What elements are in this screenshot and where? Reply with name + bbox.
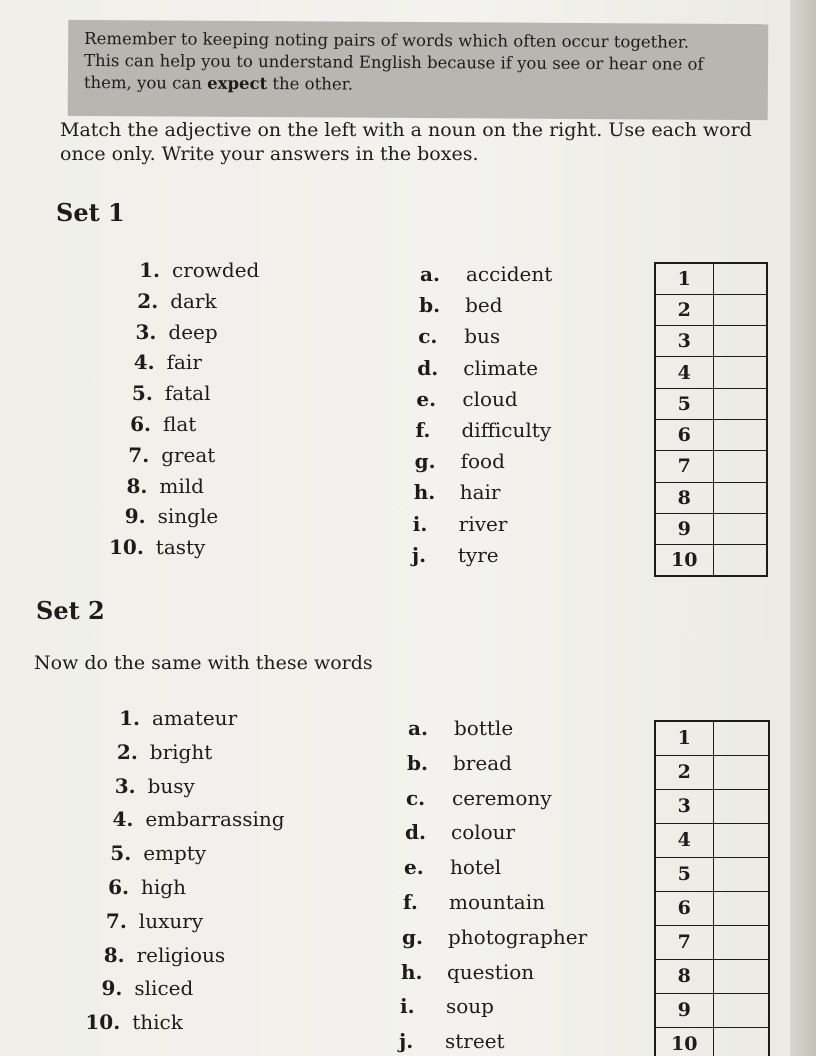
set1-noun-item [418,324,500,348]
answer-box[interactable] [713,959,769,993]
page-edge [790,0,816,1056]
item-letter: a. [420,262,440,286]
instructions-line-2: once only. Write your answers in the boxes. [60,143,479,165]
noun-word: bed [465,293,503,318]
set1-adjective-item [104,504,219,528]
set2-noun-item [404,855,501,879]
answer-row [655,857,769,891]
answer-number: 10 [655,545,713,576]
item-number: 9. [101,976,123,1001]
adjective-word: amateur [152,706,238,730]
set1-noun-item [412,543,499,567]
set2-adjective-item [81,943,226,967]
answer-row [655,513,767,544]
answer-number: 6 [655,419,713,450]
item-number: 1. [119,706,140,730]
item-letter: j. [411,542,427,567]
item-number: 7. [128,442,150,467]
noun-word: question [447,959,535,984]
adjective-word: fair [166,350,202,375]
item-letter: b. [407,750,428,775]
answer-box[interactable] [713,263,767,294]
set1-noun-item [416,387,517,411]
set1-adjective-item [116,289,216,313]
noun-word: cloud [462,386,518,411]
answer-row [655,959,769,993]
item-letter: b. [419,293,441,318]
answer-number: 8 [655,482,713,513]
adjective-word: single [157,504,219,529]
set2-noun-item [408,716,513,740]
noun-word: tyre [457,542,499,567]
answer-row [655,419,767,450]
noun-word: hair [459,480,501,505]
item-number: 3. [114,773,136,798]
item-number: 10. [109,535,144,560]
instructions [60,118,760,166]
noun-word: difficulty [461,418,552,442]
set1-noun-item [414,480,501,504]
answer-box[interactable] [713,388,767,419]
item-number: 2. [116,739,138,764]
answer-row [655,482,767,513]
set2-adjective-item [76,1010,183,1034]
item-letter: e. [404,855,424,880]
set1-noun-item [416,418,552,442]
item-letter: f. [403,890,418,914]
noun-word: mountain [449,890,546,914]
answer-number: 6 [655,891,713,925]
set2-noun-item [407,751,512,775]
answer-box[interactable] [713,545,767,576]
set1-answer-grid [654,262,768,577]
item-letter: f. [415,418,431,442]
item-number: 4. [112,807,134,832]
adjective-word: religious [136,942,226,967]
answer-box[interactable] [713,357,767,388]
answer-row [655,294,767,325]
noun-word: street [445,1029,505,1054]
set2-intro: Now do the same with these words [34,652,373,674]
tip-line-3-start: them, you can [83,72,208,93]
noun-word: soup [446,994,494,1019]
item-number: 8. [126,473,148,498]
set2-title: Set 2 [36,596,105,625]
set2-adjective-item [94,740,212,764]
item-letter: i. [400,994,415,1019]
item-letter: j. [399,1029,414,1054]
noun-word: bus [464,324,501,349]
tip-emphasis: expect [207,73,268,94]
answer-row [655,357,767,388]
answer-box[interactable] [713,451,767,482]
answer-box[interactable] [713,513,767,544]
answer-box[interactable] [713,891,769,925]
answer-box[interactable] [713,1027,769,1056]
adjective-word: busy [147,773,195,798]
answer-box[interactable] [713,294,767,325]
answer-number: 1 [655,263,713,294]
answer-number: 2 [655,294,713,325]
set1-noun-item [417,356,538,380]
set2-noun-item [401,960,534,984]
answer-box[interactable] [713,419,767,450]
answer-box[interactable] [713,789,769,823]
adjective-word: high [141,875,186,899]
tip-line-3 [84,72,752,98]
answer-number: 5 [655,857,713,891]
item-letter: i. [412,511,428,536]
set1-title: Set 1 [56,198,125,227]
set2-adjective-item [92,774,195,798]
adjective-word: tasty [155,535,206,560]
adjective-word: sliced [134,976,194,1001]
adjective-word: empty [143,841,207,866]
item-number: 10. [85,1010,121,1035]
item-letter: d. [417,355,439,380]
adjective-word: deep [168,319,218,344]
noun-word: hotel [450,855,502,880]
noun-word: ceremony [452,785,552,810]
set1-noun-item [413,512,508,536]
answer-number: 2 [655,755,713,789]
set2-adjective-item [78,976,193,1000]
item-letter: d. [405,820,426,845]
answer-box[interactable] [713,925,769,959]
answer-row [655,1027,769,1056]
item-number: 9. [124,504,146,529]
set1-adjective-item [118,258,259,282]
answer-box[interactable] [713,823,769,857]
noun-word: bottle [454,716,514,740]
set2-noun-item [405,820,515,844]
noun-word: colour [451,820,516,845]
item-letter: c. [406,785,426,810]
set2-adjective-item [85,875,186,899]
answer-number: 9 [655,993,713,1027]
set2-adjective-item [87,841,206,865]
set1-adjective-item [111,381,211,405]
answer-row [655,891,769,925]
answer-row [655,993,769,1027]
item-letter: g. [402,924,423,949]
noun-word: bread [453,750,512,775]
answer-row [655,789,769,823]
answer-box[interactable] [713,993,769,1027]
adjective-word: fatal [164,381,211,406]
item-letter: h. [413,480,436,505]
answer-box[interactable] [713,326,767,357]
set2-noun-item [402,925,587,949]
answer-row [655,326,767,357]
adjective-word: luxury [138,908,204,933]
set1-adjective-item [105,474,204,498]
answer-row [655,388,767,419]
adjective-word: bright [149,739,213,764]
noun-word: photographer [448,924,588,949]
answer-box[interactable] [713,721,769,755]
instructions-line-1: Match the adjective on the left with a noun on the right. Use each word [60,119,752,141]
set1-noun-item [415,449,505,473]
answer-number: 8 [655,959,713,993]
tip-line-1: Remember to keeping noting pairs of words which often occur together. [84,28,690,52]
set2-noun-item [406,786,552,810]
answer-number: 10 [655,1027,713,1056]
set2-noun-item [399,1029,505,1053]
answer-number: 7 [655,925,713,959]
adjective-word: thick [132,1010,183,1035]
item-number: 8. [103,942,125,967]
answer-row [655,451,767,482]
item-letter: e. [416,386,437,411]
item-number: 1. [139,258,160,282]
item-number: 3. [135,319,157,344]
set1-adjective-item [113,350,202,374]
set2-adjective-item [83,909,203,933]
noun-word: accident [466,262,553,286]
set2-noun-item [400,994,494,1018]
set1-noun-item [420,262,552,286]
set1-adjective-item [107,443,215,467]
answer-row [655,721,769,755]
answer-number: 7 [655,451,713,482]
adjective-word: great [161,442,216,467]
answer-row [655,755,769,789]
set2-noun-item [403,890,545,914]
set2-adjective-item [89,807,284,831]
answer-row [655,823,769,857]
adjective-word: dark [170,288,217,313]
item-letter: c. [418,324,438,349]
noun-word: river [458,511,508,536]
adjective-word: flat [163,412,197,436]
answer-number: 3 [655,326,713,357]
item-number: 6. [130,412,151,436]
answer-number: 9 [655,513,713,544]
tip-line-2: This can help you to understand English because if you see or hear one of [83,50,704,74]
answer-box[interactable] [713,755,769,789]
answer-number: 5 [655,388,713,419]
item-number: 5. [131,381,153,406]
item-number: 4. [133,350,155,375]
answer-row [655,263,767,294]
item-number: 5. [110,841,132,866]
answer-box[interactable] [713,857,769,891]
set1-adjective-item [114,320,217,344]
adjective-word: mild [159,473,204,498]
noun-word: climate [463,355,539,380]
item-letter: a. [408,716,428,740]
answer-number: 4 [655,823,713,857]
answer-box[interactable] [713,482,767,513]
tip-line-3-end: the other. [267,74,354,94]
set1-noun-item [419,293,502,317]
tip-box [68,20,769,120]
item-letter: h. [401,959,423,984]
answer-number: 4 [655,357,713,388]
item-number: 6. [108,875,129,899]
item-number: 7. [105,908,127,933]
answer-number: 1 [655,721,713,755]
item-number: 2. [137,288,159,313]
set1-adjective-item [109,412,196,436]
item-letter: g. [414,449,436,474]
set2-adjective-item [96,706,237,730]
answer-row [655,545,767,576]
adjective-word: crowded [172,258,260,282]
noun-word: food [460,449,505,474]
answer-number: 3 [655,789,713,823]
answer-row [655,925,769,959]
adjective-word: embarrassing [145,807,285,832]
set2-answer-grid [654,720,770,1056]
set1-adjective-item [102,535,206,559]
